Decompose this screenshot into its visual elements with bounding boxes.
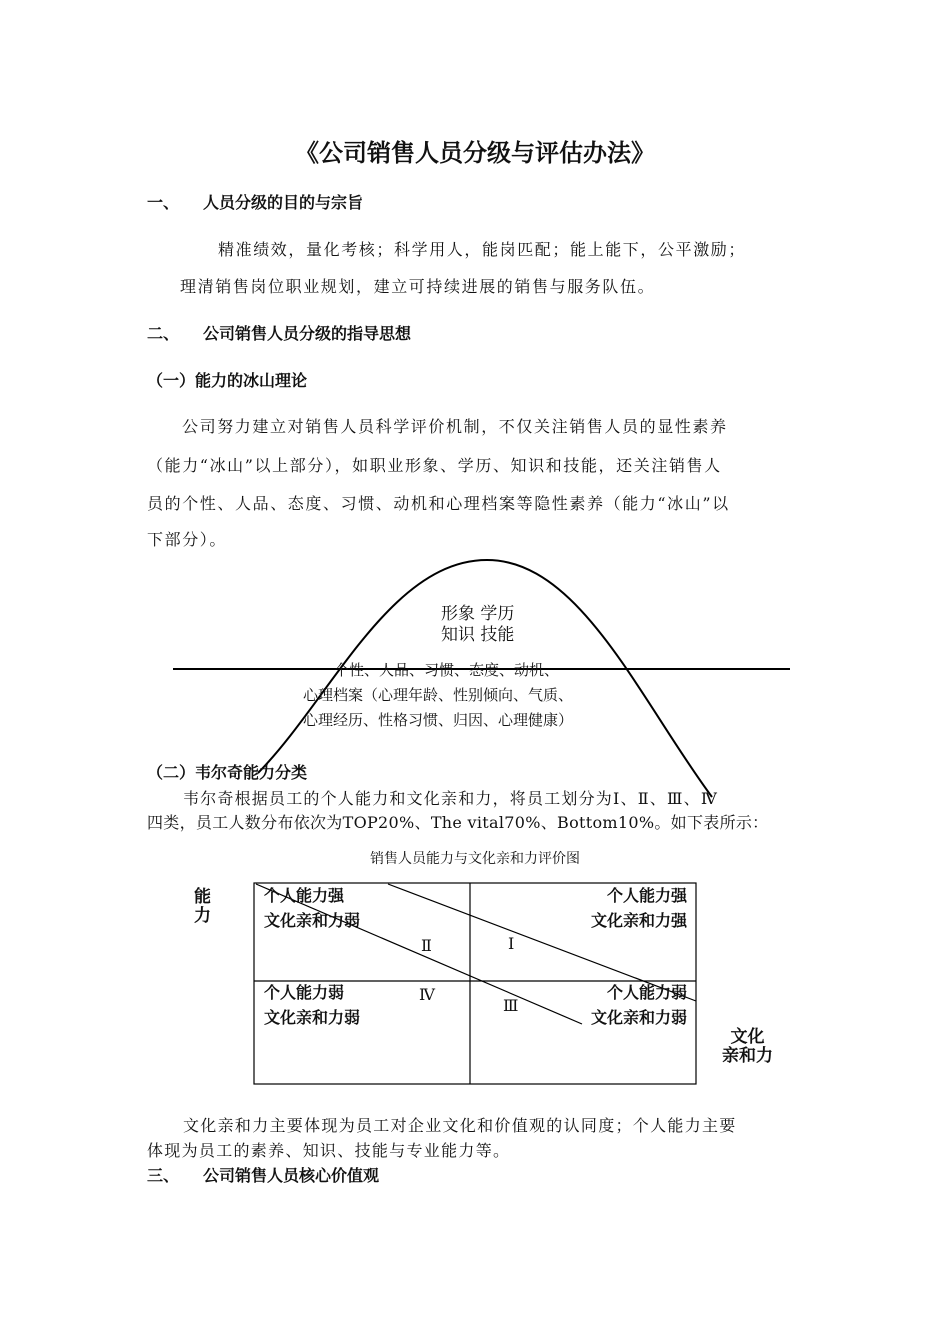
iceberg-paragraph-line-4: 下部分）。 <box>147 530 228 549</box>
subsection-welch-heading: （二）韦尔奇能力分类 <box>147 763 308 782</box>
section-1-number: 一、 <box>147 193 180 212</box>
matrix-label-II: Ⅱ <box>421 936 432 955</box>
section-3-number: 三、 <box>147 1166 180 1185</box>
iceberg-below-line-3: 心理经历、性格习惯、归因、心理健康） <box>303 711 574 729</box>
matrix-cell-top-right: 个人能力强 文化亲和力强 <box>590 886 687 930</box>
matrix-label-III: Ⅲ <box>503 996 519 1015</box>
section-2-number: 二、 <box>147 324 180 343</box>
y-axis-label: 能 力 <box>194 887 211 926</box>
iceberg-paragraph-line-1: 公司努力建立对销售人员科学评价机制，不仅关注销售人员的显性素养 <box>182 417 728 436</box>
subsection-iceberg-heading: （一）能力的冰山理论 <box>147 371 308 390</box>
matrix-cell-bottom-right: 个人能力弱 文化亲和力弱 <box>590 983 687 1027</box>
section-1-line-1: 精准绩效，量化考核；科学用人，能岗匹配；能上能下，公平激励； <box>218 240 747 259</box>
matrix-caption: 销售人员能力与文化亲和力评价图 <box>370 851 580 867</box>
section-3-heading: 公司销售人员核心价值观 <box>203 1166 380 1185</box>
section-1-heading: 人员分级的目的与宗旨 <box>203 193 364 212</box>
matrix-label-I: Ⅰ <box>508 934 515 953</box>
iceberg-paragraph-line-3: 员的个性、人品、态度、习惯、动机和心理档案等隐性素养（能力“冰山”以 <box>147 494 730 513</box>
iceberg-below-line-1: 个性、人品、习惯、态度、动机、 <box>334 661 560 679</box>
iceberg-above-line-2: 知识 技能 <box>441 625 515 645</box>
welch-paragraph-line-1: 韦尔奇根据员工的个人能力和文化亲和力，将员工划分为Ⅰ、Ⅱ、Ⅲ、Ⅳ <box>183 789 719 808</box>
section-1-line-2: 理清销售岗位职业规划，建立可持续进展的销售与服务队伍。 <box>180 277 656 296</box>
matrix-cell-bottom-left: 个人能力弱 文化亲和力弱 <box>264 983 361 1027</box>
matrix-explanation-line-2: 体现为员工的素养、知识、技能与专业能力等。 <box>147 1141 511 1160</box>
section-2-heading: 公司销售人员分级的指导思想 <box>203 324 412 343</box>
matrix-cell-top-left: 个人能力强 文化亲和力弱 <box>264 886 361 930</box>
document-title: 《公司销售人员分级与评估办法》 <box>295 138 655 167</box>
matrix-label-IV: Ⅳ <box>419 985 435 1004</box>
matrix-explanation-line-1: 文化亲和力主要体现为员工对企业文化和价值观的认同度；个人能力主要 <box>183 1116 737 1135</box>
iceberg-below-line-2: 心理档案（心理年龄、性别倾向、气质、 <box>303 686 574 704</box>
welch-paragraph-line-2: 四类，员工人数分布依次为TOP20%、The vital70%、Bottom10%。如下表所示： <box>147 813 769 832</box>
iceberg-paragraph-line-2: （能力“冰山”以上部分），如职业形象、学历、知识和技能，还关注销售人 <box>147 456 722 475</box>
iceberg-above-line-1: 形象 学历 <box>441 604 515 624</box>
x-axis-label: 文化 亲和力 <box>722 1027 773 1066</box>
